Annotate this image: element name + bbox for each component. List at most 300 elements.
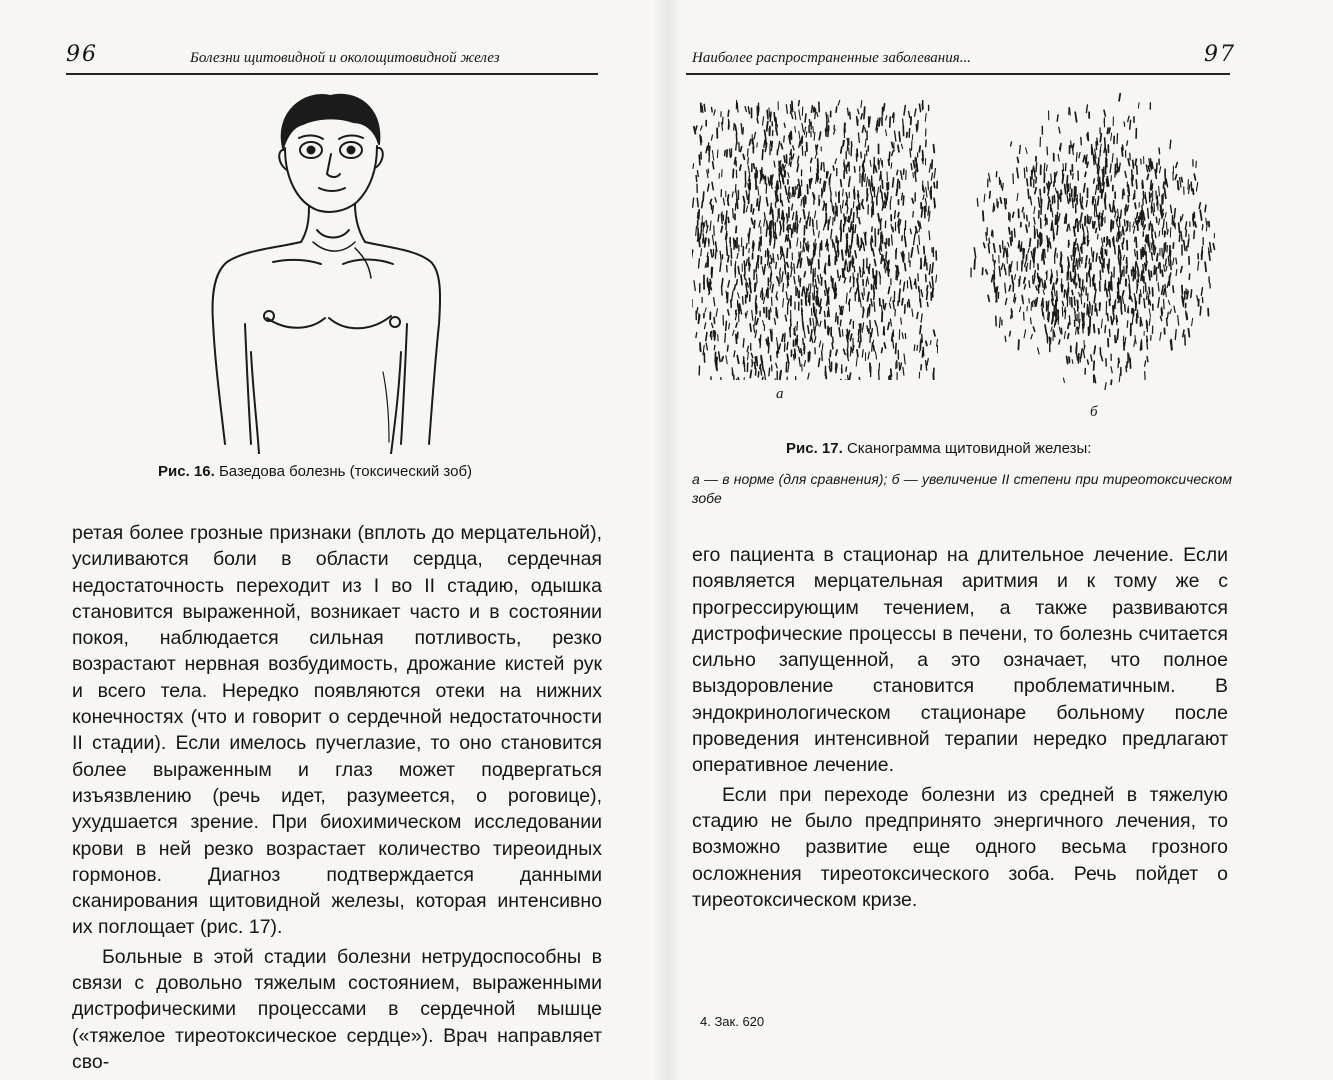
scan-stroke	[769, 368, 770, 376]
scan-stroke	[863, 323, 864, 329]
scan-stroke	[822, 344, 823, 351]
scan-stroke	[741, 124, 742, 134]
scan-stroke	[1068, 334, 1069, 339]
scan-stroke	[872, 227, 873, 232]
scan-stroke	[734, 123, 735, 130]
scan-stroke	[1074, 297, 1075, 305]
scan-stroke	[1099, 257, 1100, 263]
figure-number: Рис. 16.	[158, 463, 215, 480]
scan-stroke	[748, 166, 749, 174]
scan-stroke	[1127, 221, 1128, 226]
scan-stroke	[735, 125, 736, 131]
scan-stroke	[747, 283, 748, 287]
scan-stroke	[830, 174, 831, 180]
scan-stroke	[1136, 237, 1137, 247]
scan-stroke	[1096, 229, 1097, 233]
scan-stroke	[1109, 329, 1110, 336]
scan-stroke	[797, 164, 798, 172]
scan-stroke	[829, 367, 830, 372]
scan-stroke	[1033, 327, 1035, 332]
scan-stroke	[809, 259, 810, 265]
scan-stroke	[1155, 232, 1156, 238]
scan-stroke	[776, 363, 777, 368]
scan-stroke	[1122, 228, 1123, 236]
scan-stroke	[910, 149, 911, 158]
scan-stroke	[1168, 300, 1169, 304]
scan-stroke	[1097, 234, 1098, 239]
scan-stroke	[803, 322, 804, 330]
scan-stroke	[1099, 167, 1100, 172]
scan-stroke	[1044, 163, 1045, 173]
scan-stroke	[1048, 313, 1049, 322]
scan-stroke	[842, 200, 843, 208]
scan-stroke	[905, 264, 906, 271]
scan-stroke	[716, 309, 717, 317]
scan-stroke	[1127, 141, 1128, 146]
scan-stroke	[738, 293, 740, 298]
scan-stroke	[1162, 286, 1164, 294]
scan-stroke	[1129, 284, 1130, 294]
scan-stroke	[800, 259, 801, 268]
scan-stroke	[992, 230, 993, 235]
scan-stroke	[1108, 314, 1109, 321]
scan-stroke	[886, 260, 887, 265]
scan-stroke	[1045, 325, 1046, 334]
scan-stroke	[1084, 324, 1085, 328]
scan-stroke	[1095, 199, 1096, 206]
scan-stroke	[754, 132, 755, 138]
scan-stroke	[795, 339, 796, 346]
scan-stroke	[912, 309, 913, 317]
scan-stroke	[904, 106, 905, 116]
scan-stroke	[875, 166, 876, 172]
scan-stroke	[1179, 235, 1180, 241]
scan-stroke	[744, 378, 745, 381]
scan-stroke	[845, 251, 846, 256]
scan-stroke	[1186, 230, 1187, 237]
scan-stroke	[793, 213, 794, 220]
scan-stroke	[853, 213, 854, 222]
scan-stroke	[1167, 318, 1168, 325]
scan-stroke	[842, 330, 843, 336]
figure-caption-text: Сканограмма щитовидной железы:	[846, 440, 1092, 457]
scan-stroke	[851, 209, 852, 215]
scan-stroke	[836, 313, 837, 322]
scan-stroke	[1058, 317, 1059, 324]
figure-label-b: б	[1090, 404, 1098, 420]
scan-stroke	[858, 337, 859, 342]
scan-stroke	[793, 355, 794, 361]
scan-stroke	[1077, 219, 1078, 224]
scan-stroke	[994, 275, 995, 283]
scan-stroke	[907, 133, 908, 138]
scan-stroke	[1094, 375, 1095, 383]
scan-stroke	[921, 314, 922, 322]
scan-stroke	[993, 203, 994, 212]
scan-stroke	[1144, 299, 1145, 308]
scan-stroke	[780, 372, 781, 380]
scan-stroke	[1089, 265, 1090, 274]
scan-stroke	[787, 249, 788, 258]
scan-stroke	[1114, 313, 1115, 319]
scan-stroke	[920, 299, 921, 307]
scan-stroke	[1152, 224, 1153, 231]
scan-stroke	[715, 250, 716, 259]
scan-stroke	[1092, 305, 1093, 315]
scan-stroke	[989, 173, 991, 181]
scan-stroke	[988, 295, 989, 301]
scan-stroke	[698, 229, 699, 237]
scan-stroke	[749, 249, 750, 253]
scan-stroke	[728, 310, 729, 315]
scan-stroke	[712, 235, 713, 245]
scan-stroke	[1131, 297, 1132, 302]
scan-stroke	[906, 171, 907, 180]
scan-stroke	[865, 174, 866, 182]
scan-stroke	[747, 292, 748, 297]
scan-stroke	[769, 263, 770, 268]
scan-stroke	[771, 308, 772, 312]
scan-stroke	[910, 229, 911, 234]
scan-stroke	[929, 231, 930, 240]
scan-stroke	[897, 180, 898, 187]
scan-stroke	[1156, 217, 1157, 222]
scan-stroke	[807, 217, 808, 225]
scan-stroke	[1164, 265, 1165, 272]
scan-stroke	[1134, 237, 1135, 242]
scan-stroke	[893, 340, 894, 348]
scan-stroke	[810, 336, 811, 341]
scan-stroke	[763, 117, 764, 126]
scan-stroke	[1157, 254, 1158, 261]
scan-stroke	[1094, 346, 1095, 354]
scan-stroke	[1076, 343, 1077, 352]
scan-stroke	[1191, 290, 1192, 298]
scan-stroke	[1046, 165, 1047, 171]
scan-stroke	[1163, 182, 1164, 188]
scan-stroke	[851, 240, 853, 249]
scan-stroke	[911, 248, 913, 257]
scan-stroke	[765, 142, 766, 146]
scan-stroke	[917, 245, 918, 253]
scan-stroke	[1029, 281, 1030, 288]
scan-stroke	[848, 217, 849, 222]
scan-stroke	[1196, 183, 1197, 191]
scan-stroke	[782, 272, 783, 282]
scan-stroke	[810, 284, 811, 294]
scan-stroke	[927, 292, 928, 300]
scan-stroke	[890, 303, 891, 308]
scan-stroke	[1178, 316, 1179, 326]
figure-label-a: а	[776, 386, 784, 402]
scan-stroke	[843, 189, 844, 196]
scan-stroke	[836, 350, 837, 355]
scan-stroke	[1180, 217, 1181, 222]
scan-stroke	[708, 169, 709, 173]
scan-stroke	[732, 192, 733, 197]
scan-stroke	[1109, 259, 1110, 269]
scan-stroke	[780, 268, 781, 274]
scan-stroke	[764, 219, 765, 226]
left-page	[0, 0, 666, 1080]
scan-stroke	[754, 221, 755, 228]
scan-stroke	[897, 271, 898, 280]
scan-stroke	[999, 267, 1000, 277]
scan-stroke	[862, 293, 863, 300]
scan-stroke	[1175, 330, 1176, 340]
scan-stroke	[726, 321, 727, 330]
scan-stroke	[1099, 225, 1100, 230]
scan-stroke	[815, 280, 816, 289]
scan-stroke	[1189, 274, 1190, 280]
scan-stroke	[1142, 180, 1143, 187]
scan-stroke	[799, 110, 801, 120]
scan-stroke	[1147, 174, 1148, 179]
scan-stroke	[815, 327, 816, 334]
scan-stroke	[1200, 210, 1202, 220]
scan-stroke	[849, 148, 850, 155]
scan-stroke	[879, 118, 880, 126]
scan-stroke	[763, 297, 764, 303]
scan-stroke	[824, 311, 825, 316]
scan-stroke	[997, 287, 998, 295]
scan-stroke	[1087, 162, 1088, 167]
scan-stroke	[834, 129, 835, 134]
scan-stroke	[747, 346, 748, 352]
scan-stroke	[746, 206, 747, 212]
scan-stroke	[1112, 154, 1113, 163]
scan-stroke	[1073, 243, 1074, 252]
scan-stroke	[1083, 351, 1084, 358]
scan-stroke	[1111, 220, 1112, 229]
scan-stroke	[799, 131, 800, 139]
scan-stroke	[786, 292, 787, 300]
scan-stroke	[763, 175, 764, 179]
scan-stroke	[1164, 289, 1165, 295]
scan-stroke	[813, 318, 814, 327]
scan-stroke	[1188, 180, 1189, 190]
scan-stroke	[813, 219, 814, 227]
scan-stroke	[846, 193, 847, 199]
scan-stroke	[864, 107, 865, 114]
scan-stroke	[1076, 153, 1077, 162]
scan-stroke	[1101, 319, 1102, 328]
scan-stroke	[870, 321, 871, 329]
scan-stroke	[1087, 227, 1088, 233]
scan-stroke	[845, 380, 846, 381]
scan-stroke	[714, 298, 715, 306]
scan-stroke	[1176, 162, 1178, 167]
scan-stroke	[861, 101, 862, 108]
scan-stroke	[919, 226, 920, 231]
scan-stroke	[986, 270, 988, 274]
scan-stroke	[740, 147, 741, 152]
scan-stroke	[872, 343, 873, 352]
scan-stroke	[819, 358, 820, 366]
scan-stroke	[710, 279, 711, 283]
scan-stroke	[867, 326, 868, 331]
scan-stroke	[1056, 278, 1057, 282]
scan-stroke	[1146, 292, 1147, 300]
scan-stroke	[780, 221, 782, 229]
scan-stroke	[914, 281, 915, 285]
scan-stroke	[820, 274, 821, 279]
scan-stroke	[818, 159, 819, 167]
scan-stroke	[1018, 340, 1019, 350]
scan-stroke	[1156, 268, 1157, 273]
scan-stroke	[901, 318, 902, 324]
scan-stroke	[749, 176, 750, 181]
scan-stroke	[875, 321, 876, 326]
scan-stroke	[1068, 263, 1069, 269]
scan-stroke	[817, 318, 819, 325]
scan-stroke	[825, 290, 826, 295]
scan-stroke	[850, 334, 851, 340]
scan-stroke	[1171, 261, 1172, 270]
scan-stroke	[743, 197, 744, 203]
scan-stroke	[743, 297, 744, 305]
scan-stroke	[787, 218, 788, 223]
scan-stroke	[783, 299, 784, 308]
scan-stroke	[1052, 208, 1053, 217]
scan-stroke	[1149, 159, 1150, 167]
scan-stroke	[1061, 190, 1062, 194]
scan-stroke	[731, 300, 732, 307]
scan-stroke	[756, 369, 757, 375]
scan-stroke	[774, 319, 775, 325]
scan-stroke	[764, 371, 765, 380]
scan-stroke	[994, 244, 995, 252]
scan-stroke	[704, 104, 705, 111]
scan-stroke	[1088, 217, 1089, 224]
scan-stroke	[1165, 212, 1166, 217]
scan-stroke	[861, 335, 862, 342]
scan-stroke	[1005, 246, 1006, 254]
scan-stroke	[1135, 263, 1136, 272]
scan-stroke	[806, 132, 807, 137]
scan-stroke	[736, 323, 737, 327]
scan-stroke	[869, 264, 870, 271]
scan-stroke	[1075, 312, 1076, 320]
scan-stroke	[834, 244, 835, 252]
scan-stroke	[1068, 323, 1069, 328]
scan-stroke	[1149, 309, 1150, 317]
scan-stroke	[885, 243, 886, 248]
scan-stroke	[878, 118, 879, 126]
scan-stroke	[898, 145, 899, 152]
scan-stroke	[910, 277, 911, 282]
scan-stroke	[855, 225, 856, 233]
scan-stroke	[1067, 176, 1068, 185]
scan-stroke	[1070, 272, 1071, 281]
scan-stroke	[846, 293, 847, 303]
scan-stroke	[728, 281, 730, 287]
scan-stroke	[797, 288, 798, 297]
scan-stroke	[909, 111, 910, 117]
scan-stroke	[1182, 286, 1183, 295]
scan-stroke	[736, 134, 737, 144]
scan-stroke	[897, 170, 898, 174]
scan-stroke	[1185, 222, 1186, 229]
scan-stroke	[787, 342, 788, 349]
scan-stroke	[791, 268, 792, 277]
scan-stroke	[1195, 222, 1196, 227]
scan-stroke	[752, 310, 753, 320]
scan-stroke	[770, 282, 771, 289]
scan-stroke	[815, 337, 816, 343]
scan-stroke	[755, 317, 756, 326]
scan-stroke	[770, 142, 771, 149]
scan-stroke	[741, 275, 742, 285]
scan-stroke	[1179, 223, 1180, 233]
running-head: Наиболее распространенные заболевания...	[692, 50, 971, 66]
scan-stroke	[917, 163, 918, 171]
scan-stroke	[1024, 278, 1025, 284]
scan-stroke	[804, 361, 805, 367]
scan-stroke	[1117, 167, 1118, 172]
scan-stroke	[810, 318, 811, 325]
scan-stroke	[1123, 299, 1124, 303]
scan-stroke	[832, 206, 833, 211]
scan-stroke	[881, 255, 882, 264]
scan-stroke	[865, 139, 866, 147]
scan-stroke	[1084, 303, 1085, 307]
scan-stroke	[706, 146, 707, 152]
scan-stroke	[757, 199, 758, 206]
scan-stroke	[718, 215, 719, 222]
scan-stroke	[1141, 342, 1142, 350]
scan-stroke	[1010, 331, 1011, 336]
scan-stroke	[743, 128, 744, 135]
scan-stroke	[1011, 142, 1012, 146]
scan-stroke	[835, 284, 836, 293]
scan-stroke	[1062, 301, 1063, 305]
scan-stroke	[722, 279, 723, 287]
scan-stroke	[733, 370, 734, 377]
scan-stroke	[1000, 245, 1001, 252]
scan-stroke	[804, 272, 805, 277]
scan-stroke	[840, 206, 841, 214]
scan-stroke	[1164, 299, 1165, 309]
scan-stroke	[849, 228, 850, 233]
scan-stroke	[737, 253, 738, 258]
scan-stroke	[812, 337, 813, 343]
scan-stroke	[785, 265, 786, 274]
scan-stroke	[1081, 213, 1082, 222]
scan-stroke	[830, 350, 831, 356]
scan-stroke	[1146, 165, 1147, 172]
scan-stroke	[932, 263, 933, 273]
scan-stroke	[762, 150, 763, 160]
scan-stroke	[934, 183, 935, 188]
scan-stroke	[862, 350, 863, 357]
scan-stroke	[750, 324, 751, 331]
scan-stroke	[754, 325, 755, 332]
scan-stroke	[1085, 172, 1086, 176]
scan-stroke	[1017, 168, 1018, 178]
scan-stroke	[928, 206, 929, 215]
scan-stroke	[746, 191, 747, 200]
scan-stroke	[990, 192, 991, 199]
scan-stroke	[915, 109, 916, 116]
scan-stroke	[828, 311, 829, 317]
scan-stroke	[1210, 243, 1211, 252]
scan-stroke	[1064, 331, 1065, 338]
scan-stroke	[733, 330, 734, 335]
scan-stroke	[977, 199, 978, 207]
scan-stroke	[874, 302, 875, 312]
scan-stroke	[988, 244, 989, 253]
